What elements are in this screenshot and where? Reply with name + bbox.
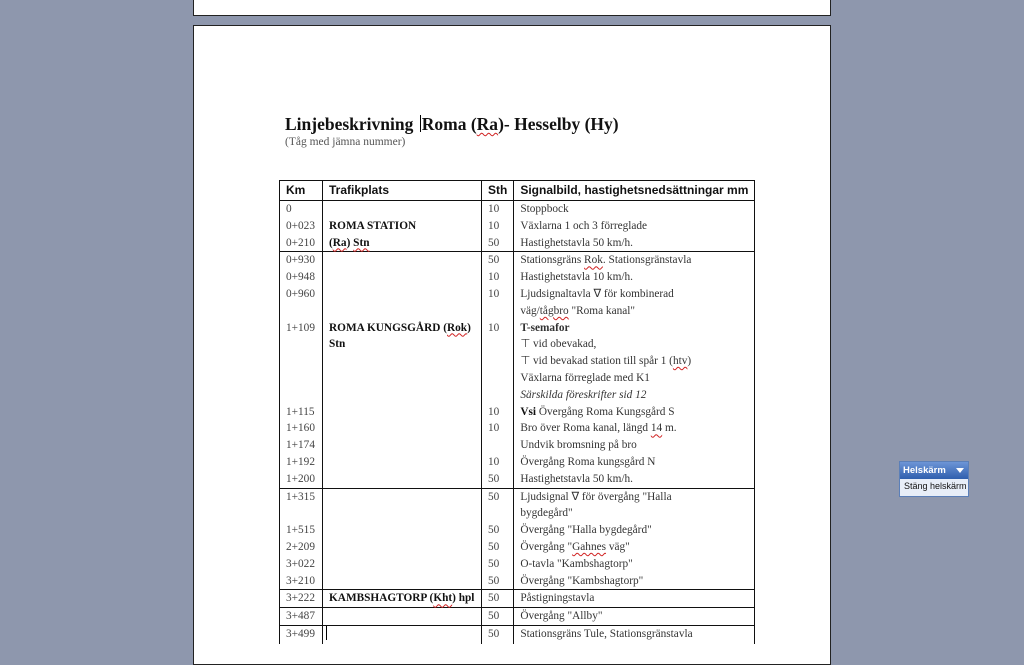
km-cell: 2+209	[280, 539, 323, 556]
signal-cell: Ljudsignaltavla ∇ för kombinerad	[514, 286, 755, 303]
station-cell	[323, 370, 482, 387]
km-cell: 0+930	[280, 252, 323, 269]
station-cell	[323, 252, 482, 269]
document-title: Linjebeskrivning Roma (Ra)- Hesselby (Hy)	[285, 114, 619, 134]
speed-cell	[482, 353, 514, 370]
speed-cell	[482, 387, 514, 404]
signal-cell: Övergång Roma kungsgård N	[514, 454, 755, 471]
station-cell	[323, 303, 482, 320]
station-cell	[323, 471, 482, 488]
previous-page	[193, 0, 831, 16]
table-row	[280, 608, 755, 626]
speed-cell: 50	[482, 252, 514, 269]
signal-cell: Växlarna 1 och 3 förreglade	[514, 218, 755, 235]
speed-cell: 50	[482, 573, 514, 590]
signal-cell: Växlarna förreglade med K1	[514, 370, 755, 387]
header-signalbild: Signalbild, hastighetsnedsättningar mm	[514, 181, 755, 201]
signal-cell: Påstigningstavla	[514, 590, 755, 608]
signal-cell: ⊤ vid bevakad station till spår 1 (htv)	[514, 353, 755, 370]
document-subtitle: (Tåg med jämna nummer)	[285, 136, 406, 148]
km-cell	[280, 336, 323, 353]
station-cell	[323, 625, 482, 643]
km-cell: 1+515	[280, 522, 323, 539]
table-row	[280, 218, 755, 235]
km-cell: 1+109	[280, 320, 323, 337]
km-cell: 0+210	[280, 235, 323, 252]
close-fullscreen-button[interactable]: Stäng helskärm	[904, 481, 967, 491]
header-km: Km	[280, 181, 323, 201]
signal-cell: Hastighetstavla 50 km/h.	[514, 471, 755, 488]
km-cell: 3+210	[280, 573, 323, 590]
km-cell: 0+960	[280, 286, 323, 303]
table-row	[280, 303, 755, 320]
table-row	[280, 235, 755, 252]
station-cell	[323, 608, 482, 626]
speed-cell: 10	[482, 404, 514, 421]
station-cell	[323, 454, 482, 471]
table-row	[280, 590, 755, 608]
station-cell: ROMA KUNGSGÅRD (Rok)	[323, 320, 482, 337]
table-row	[280, 420, 755, 437]
km-cell: 3+022	[280, 556, 323, 573]
table-row	[280, 573, 755, 590]
station-cell: (Ra) Stn	[323, 235, 482, 252]
table-row	[280, 370, 755, 387]
signal-cell: O-tavla "Kambshagtorp"	[514, 556, 755, 573]
document-page	[193, 25, 831, 665]
text-cursor	[420, 115, 421, 132]
signal-cell: Övergång "Halla bygdegård"	[514, 522, 755, 539]
km-cell: 1+315	[280, 488, 323, 505]
signal-cell: Vsi Övergång Roma Kungsgård S	[514, 404, 755, 421]
km-cell: 3+499	[280, 625, 323, 643]
speed-cell: 10	[482, 454, 514, 471]
station-cell	[323, 286, 482, 303]
table-row	[280, 252, 755, 269]
km-cell: 1+160	[280, 420, 323, 437]
km-cell	[280, 370, 323, 387]
signal-cell: bygdegård"	[514, 505, 755, 522]
table-header-row	[280, 181, 755, 201]
station-cell	[323, 505, 482, 522]
speed-cell: 50	[482, 590, 514, 608]
station-cell: KAMBSHAGTORP (Kht) hpl	[323, 590, 482, 608]
table-row	[280, 556, 755, 573]
table-row	[280, 336, 755, 353]
station-cell	[323, 573, 482, 590]
table-row	[280, 471, 755, 488]
signal-cell: Övergång "Allby"	[514, 608, 755, 626]
km-cell: 1+115	[280, 404, 323, 421]
table-row	[280, 505, 755, 522]
speed-cell: 50	[482, 608, 514, 626]
station-cell	[323, 353, 482, 370]
speed-cell	[482, 303, 514, 320]
station-cell	[323, 420, 482, 437]
speed-cell: 10	[482, 286, 514, 303]
speed-cell: 10	[482, 269, 514, 286]
table-row	[280, 488, 755, 505]
fullscreen-menu-button[interactable]	[900, 462, 968, 479]
station-cell	[323, 522, 482, 539]
km-cell	[280, 353, 323, 370]
speed-cell: 50	[482, 522, 514, 539]
station-cell	[323, 201, 482, 218]
text-cursor	[326, 626, 327, 640]
km-cell: 0+023	[280, 218, 323, 235]
speed-cell	[482, 336, 514, 353]
table-row	[280, 404, 755, 421]
km-cell: 1+200	[280, 471, 323, 488]
dropdown-arrow-icon	[956, 468, 964, 473]
signal-cell: Stationsgräns Tule, Stationsgränstavla	[514, 625, 755, 643]
signal-cell: Bro över Roma kanal, längd 14 m.	[514, 420, 755, 437]
table-row	[280, 353, 755, 370]
km-cell: 3+222	[280, 590, 323, 608]
speed-cell	[482, 437, 514, 454]
table-row	[280, 625, 755, 643]
table-row	[280, 320, 755, 337]
speed-cell	[482, 370, 514, 387]
speed-cell: 10	[482, 320, 514, 337]
table-row	[280, 539, 755, 556]
speed-cell	[482, 505, 514, 522]
signal-cell: Särskilda föreskrifter sid 12	[514, 387, 755, 404]
signal-cell: Stoppbock	[514, 201, 755, 218]
fullscreen-toolbar	[899, 461, 969, 497]
signal-cell: Övergång "Kambshagtorp"	[514, 573, 755, 590]
km-cell	[280, 303, 323, 320]
signal-cell: Övergång "Gahnes väg"	[514, 539, 755, 556]
signal-cell: Stationsgräns Rok. Stationsgränstavla	[514, 252, 755, 269]
station-cell	[323, 556, 482, 573]
signal-cell: Hastighetstavla 10 km/h.	[514, 269, 755, 286]
station-cell	[323, 404, 482, 421]
km-cell: 1+192	[280, 454, 323, 471]
km-cell	[280, 505, 323, 522]
station-cell: Stn	[323, 336, 482, 353]
speed-cell: 10	[482, 420, 514, 437]
speed-cell: 50	[482, 471, 514, 488]
fullscreen-title: Helskärm	[903, 465, 946, 476]
table-row	[280, 454, 755, 471]
station-cell	[323, 387, 482, 404]
km-cell: 0	[280, 201, 323, 218]
header-sth: Sth	[482, 181, 514, 201]
station-cell	[323, 437, 482, 454]
speed-cell: 10	[482, 201, 514, 218]
station-cell	[323, 488, 482, 505]
signal-cell: Ljudsignal ∇ för övergång "Halla	[514, 488, 755, 505]
speed-cell: 50	[482, 488, 514, 505]
speed-cell: 10	[482, 218, 514, 235]
line-description-table	[279, 180, 755, 644]
km-cell	[280, 387, 323, 404]
km-cell: 1+174	[280, 437, 323, 454]
table-row	[280, 522, 755, 539]
signal-cell: Undvik bromsning på bro	[514, 437, 755, 454]
speed-cell: 50	[482, 539, 514, 556]
table-row	[280, 286, 755, 303]
km-cell: 3+487	[280, 608, 323, 626]
station-cell	[323, 539, 482, 556]
speed-cell: 50	[482, 235, 514, 252]
table-row	[280, 201, 755, 218]
table-row	[280, 387, 755, 404]
signal-cell: Hastighetstavla 50 km/h.	[514, 235, 755, 252]
speed-cell: 50	[482, 625, 514, 643]
km-cell: 0+948	[280, 269, 323, 286]
signal-cell: väg/tågbro "Roma kanal"	[514, 303, 755, 320]
signal-cell: T-semafor	[514, 320, 755, 337]
table-row	[280, 437, 755, 454]
station-cell: ROMA STATION	[323, 218, 482, 235]
signal-cell: ⊤ vid obevakad,	[514, 336, 755, 353]
header-trafikplats: Trafikplats	[323, 181, 482, 201]
table-row	[280, 269, 755, 286]
speed-cell: 50	[482, 556, 514, 573]
station-cell	[323, 269, 482, 286]
